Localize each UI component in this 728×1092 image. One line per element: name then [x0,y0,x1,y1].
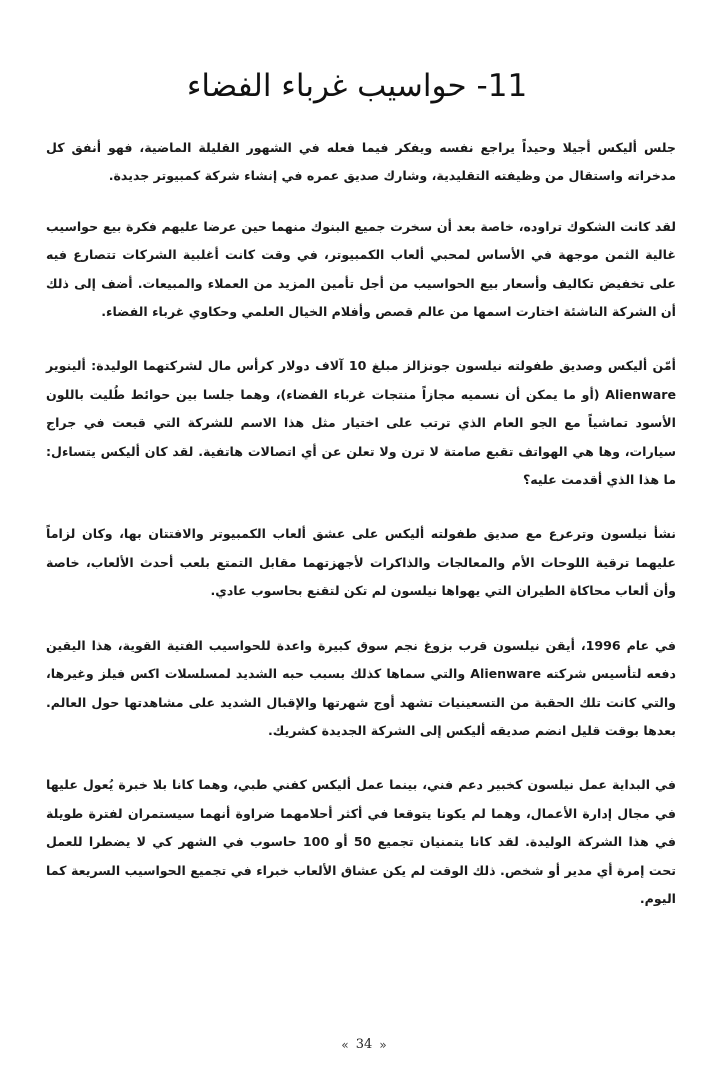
page-footer [0,1037,728,1052]
paragraph-1: جلس أليكس أجيلا وحيداً يراجع نفسه ويفكر فيما فعله في الشهور القليلة الماضية، فهو أنفق كل مدخراته واستقال من وظيفته التقليدية، وشارك صديق عمره في إنشاء شركة كمبيوتر جديدة. [46,140,676,184]
page-title: 11- حواسيب غرباء الفضاء [186,68,528,104]
paragraph-3: أمّن أليكس وصديق طفولته نيلسون جونزالز مبلغ 10 آلاف دولار كرأس مال لشركتهما الوليدة: ألينوير Alienware (أو ما يمكن أن نسميه مجازاً منتجات غرباء الفضاء)، وهما جلسا بين حوائط طُليت باللون الأسود تماشياً مع الجو العام الذي ترتب على اختيار مثل هذا الاسم للشركة التي قبعت في جراج سيارات، وها هي الهواتف تقبع صامتة لا ترن ولا تعلن عن أي اتصالات هاتفية. لقد كان أليكس يتساءل: ما هذا الذي أقدمت عليه؟ [46,358,676,488]
paragraph-2: لقد كانت الشكوك تراوده، خاصة بعد أن سخرت جميع البنوك منهما حين عرضا عليهم فكرة بيع حواسيب غالية الثمن موجهة في الأساس لمحبي ألعاب الكمبيوتر، في وقت كانت أغلبية الشركات تتصارع فيه على تخفيض تكاليف وأسعار بيع الحواسيب من أجل تأمين المزيد من العملاء والمبيعات. أضف إلى ذلك أن الشركة الناشئة اختارت اسمها من عالم قصص وأفلام الخيال العلمي وحكاوي غرباء الفضاء. [46,218,676,320]
page-ornament-right: » [379,1037,387,1052]
paragraph-4: نشأ نيلسون وترعرع مع صديق طفولته أليكس على عشق ألعاب الكمبيوتر والافتتان بها، وكان لزاماً عليهما ترقية اللوحات الأم والمعالجات والذاكرات لأجهزتهما مقابل التمتع بلعب أحدث الألعاب، خاصة وأن ألعاب محاكاة الطيران التي يهواها نيلسون لم تكن لتقنع بحاسوب عادي. [46,526,676,599]
paragraph-6: في البداية عمل نيلسون كخبير دعم فني، بينما عمل أليكس كفني طبي، وهما كانا بلا خبرة يُعول عليها في مجال إدارة الأعمال، وهما لم يكونا يتوقعا في أكثر أحلامهما ضراوة أنهما سيستمران لفترة طويلة في هذا الشركة الوليدة. لقد كانا يتمنيان تجميع 50 أو 100 حاسوب في الشهر كي لا يضطرا للعمل تحت إمرة أي مدير أو شخص. ذلك الوقت لم يكن عشاق الألعاب خبراء في تجميع الحواسيب السريعة كما اليوم. [46,777,676,906]
page-number: 34 [355,1037,373,1052]
paragraph-5: في عام 1996، أيقن نيلسون قرب بزوغ نجم سوق كبيرة واعدة للحواسيب الفتية القوية، هذا اليقين دفعه لتأسيس شركته Alienware والتي سماها كذلك بسبب حبه الشديد لمسلسلات اكس فيلز وغيرها، والتي كانت تلك الحقبة من التسعينيات تشهد أوج شهرتها والإقبال الشديد على مشاهدتها حول العالم. بعدها بوقت قليل انضم صديقه أليكس إلى الشركة الجديدة كشريك. [46,637,676,738]
page-ornament-left: « [341,1037,349,1052]
